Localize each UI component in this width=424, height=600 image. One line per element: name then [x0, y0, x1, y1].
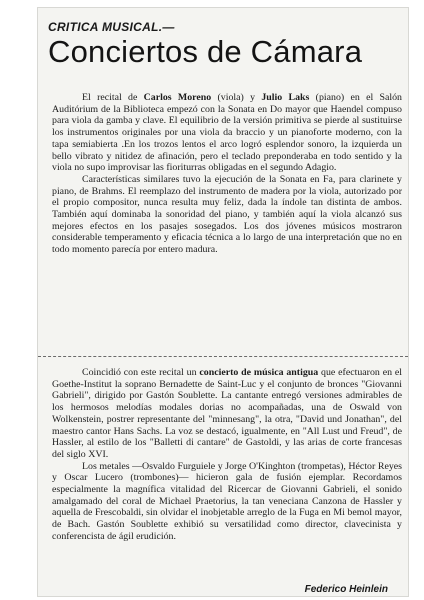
newspaper-clipping [38, 8, 408, 596]
performer-name: Carlos Moreno [143, 92, 212, 103]
event-title: concierto de música antigua [199, 367, 319, 378]
text-run: Coincidió con este recital un [82, 367, 200, 378]
headline: Conciertos de Cámara [48, 34, 363, 69]
performer-name: Julio Laks [261, 92, 310, 103]
section-label: CRITICA MUSICAL.— [48, 20, 175, 34]
article-early-music-concert [52, 367, 402, 543]
text-run: El recital de [82, 92, 144, 103]
article-paragraph: Los metales —Osvaldo Furguiele y Jorge O'Kinghton (trompetas), Héctor Reyes y Oscar Lucero (trombones)— hicieron gala de fusión ejemplar. Recordamos especialmente la magnífica vitalidad del Ricercar de Giovanni Gabrieli, el sonido amalgamado del coral de Michael Praetorius, la tan veneciana Canzona de Hassler y aquella de Frescobaldi, sin olvidar el inobjetable arreglo de la Fuga en Mi bemol mayor, de Bach. Gastón Soublette exhibió su versatilidad como director, clavecinista y conferencista de ágil erudición. [52, 460, 402, 542]
article-recital-viola-piano [52, 92, 402, 256]
text-run: (piano) en el Salón Auditórium de la Biblioteca empezó con la Sonata en Do mayor que Haendel compuso para viola da gamba y clave. El equilibrio de la versión primitiva se pierde al sustituirse los instrumentos originales por una viola da braccio y un pianoforte moderno, con la tapa semiabierta .En los trozos lentos el arco logró esplendor sonoro, la izquierda un bello vibrato y nitidez de afinación, pero el teclado preponderaba en todo sentido y la viola no supo improvisar las fioriturras obligadas en el segundo Adagio. [52, 92, 402, 174]
text-run: (viola) y [211, 92, 262, 103]
article-paragraph [52, 367, 402, 461]
article-paragraph: Características similares tuvo la ejecución de la Sonata en Fa, para clarinete y piano, de Brahms. El reemplazo del instrumento de madera por la viola, autorizado por el propio compositor, nunca resulta muy feliz, dada la índole tan distinta de ambos. También aquí dominaba la sonoridad del piano, y también aquí la viola alcanzó sus mejores efectos en los pasajes sosegados. Los dos jóvenes músicos mostraron considerable temperamento y eficacia técnica a lo largo de una interpretación que no en todo momento parecía por entero madura. [52, 173, 402, 256]
text-run: que efectuaron en el Goethe-Institut la soprano Bernadette de Saint-Luc y el conjunto de bronces "Giovanni Gabrieli", dirigido por Gastón Soublette. La cantante entregó versiones admirables de los hermosos melodías modales dorias no acompañadas, una de Oswald von Wolkenstein, postrer representante del "minnesang", la otra, "David und Jonathan", del maestro cantor Hans Sachs. La voz se destacó, igualmente, en "All Lust und Freud", de Hassler, al estilo de los "Balletti di cantare" de Gastoldi, y las arias de corte francesas del siglo XVI. [52, 367, 402, 460]
article-paragraph [52, 92, 402, 174]
section-divider [38, 356, 408, 357]
author-signature: Federico Heinlein [304, 584, 388, 595]
